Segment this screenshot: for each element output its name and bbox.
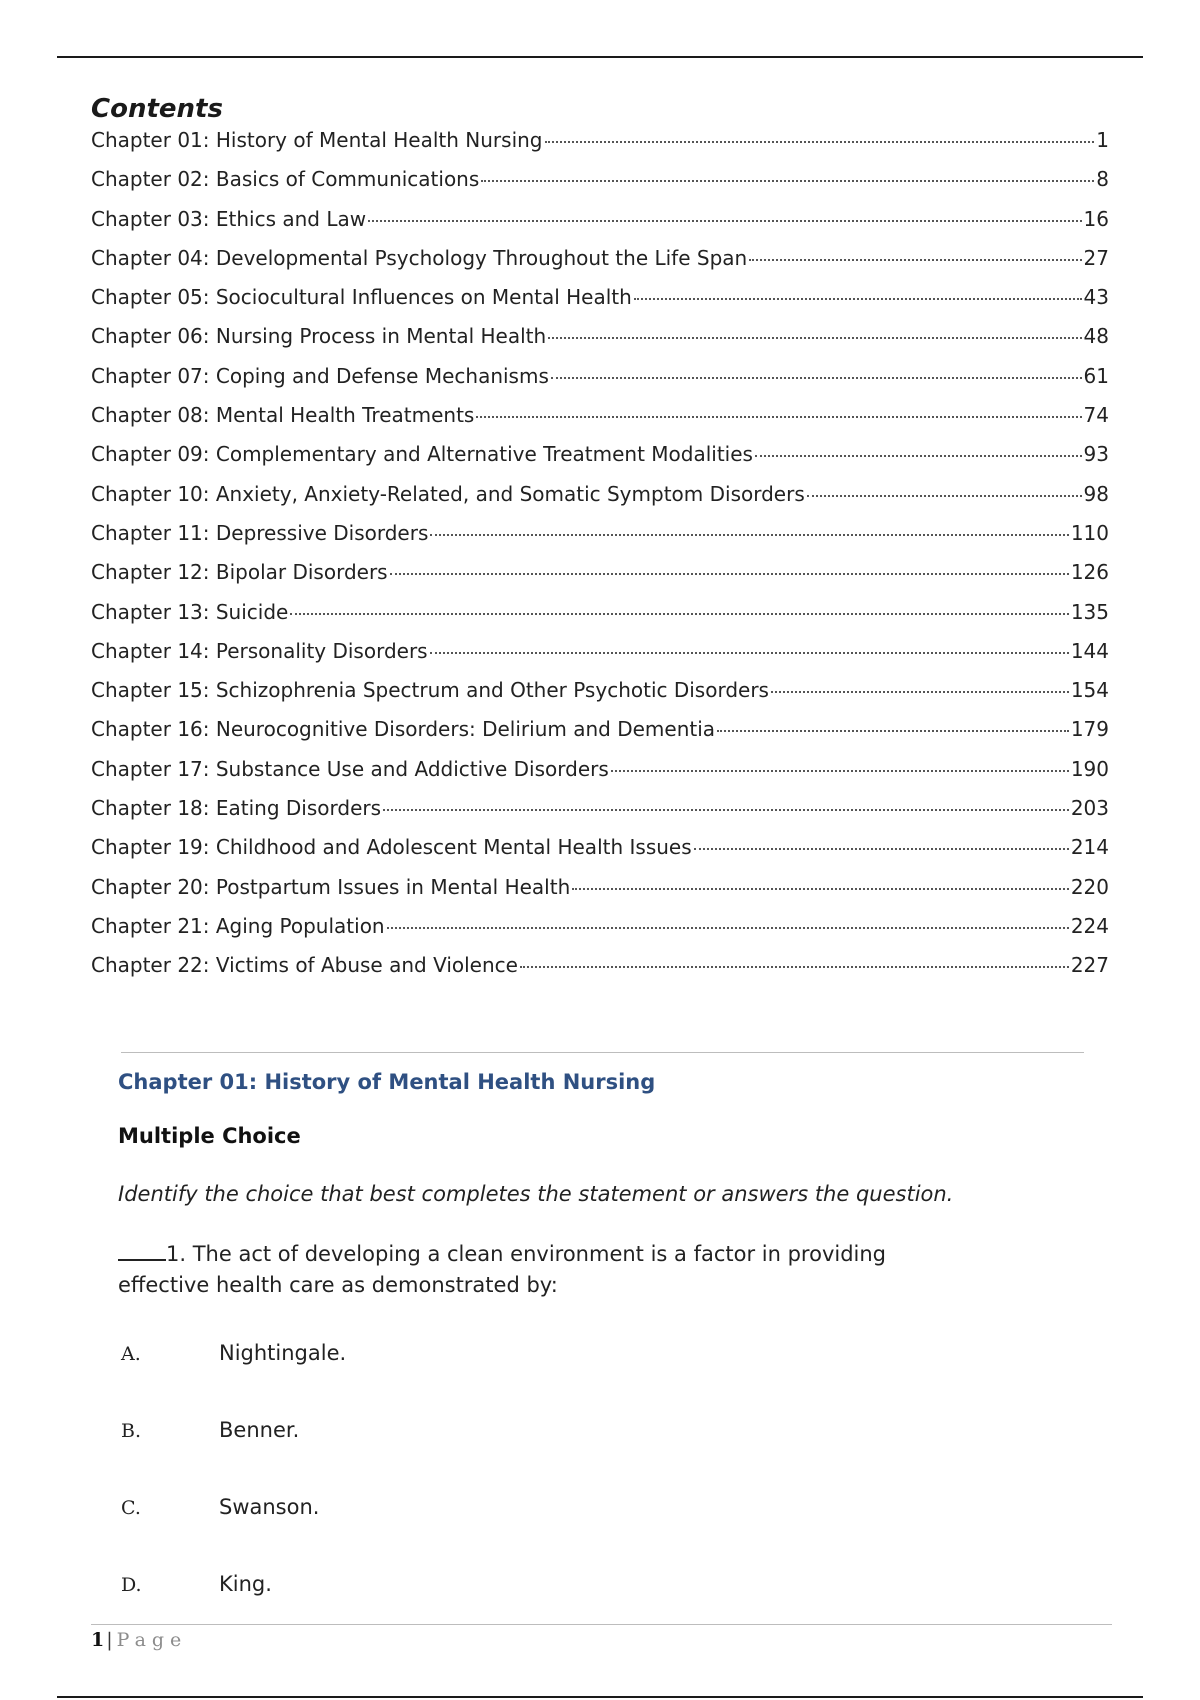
toc-entry-title: Chapter 11: Depressive Disorders: [91, 520, 429, 545]
toc-entry[interactable]: [91, 680, 1109, 719]
toc-dot-leader: [749, 259, 1081, 261]
toc-dot-leader: [430, 652, 1069, 654]
toc-dot-leader: [694, 848, 1069, 850]
toc-entry-page: 203: [1070, 796, 1109, 821]
toc-entry-title: Chapter 05: Sociocultural Influences on Mental Health: [91, 285, 632, 310]
question-text: The act of developing a clean environment is a factor in providing effective health care as demonstrated by:: [118, 1242, 887, 1297]
toc-dot-leader: [383, 809, 1069, 811]
toc-entry[interactable]: [91, 798, 1109, 837]
toc-entry-title: Chapter 18: Eating Disorders: [91, 796, 382, 821]
toc-entry-title: Chapter 16: Neurocognitive Disorders: Delirium and Dementia: [91, 717, 716, 742]
toc-entry-page: 154: [1070, 678, 1109, 703]
toc-dot-leader: [611, 770, 1069, 772]
toc-dot-leader: [755, 455, 1082, 457]
toc-entry[interactable]: [91, 444, 1109, 483]
table-of-contents: [91, 92, 1109, 995]
toc-dot-leader: [634, 298, 1082, 300]
toc-dot-leader: [572, 888, 1069, 890]
toc-dot-leader: [430, 534, 1068, 536]
section-heading: Multiple Choice: [118, 1124, 301, 1148]
option-text: Swanson.: [219, 1495, 320, 1519]
toc-entry[interactable]: [91, 562, 1109, 601]
question-1: [118, 1239, 978, 1301]
option-text: Nightingale.: [219, 1341, 347, 1365]
toc-entry-title: Chapter 09: Complementary and Alternative Treatment Modalities: [91, 442, 753, 467]
toc-entry[interactable]: [91, 599, 1109, 641]
toc-entry-title: Chapter 08: Mental Health Treatments: [91, 403, 475, 428]
toc-entry-page: 8: [1096, 167, 1109, 192]
toc-entry-page: 16: [1083, 206, 1109, 231]
toc-entry[interactable]: [91, 874, 1109, 916]
toc-entry-page: 214: [1070, 835, 1109, 860]
section-divider: [121, 1052, 1084, 1053]
toc-entry-page: 93: [1083, 442, 1109, 467]
toc-entry-title: Chapter 03: Ethics and Law: [91, 206, 367, 231]
toc-entry-title: Chapter 13: Suicide: [91, 599, 289, 624]
toc-entry-title: Chapter 01: History of Mental Health Nursing: [91, 128, 543, 152]
toc-entry-page: 224: [1070, 913, 1109, 938]
instructions-text: Identify the choice that best completes the statement or answers the question.: [118, 1182, 954, 1206]
toc-entry-title: Chapter 10: Anxiety, Anxiety-Related, and Somatic Symptom Disorders: [91, 481, 805, 506]
toc-dot-leader: [290, 613, 1068, 615]
toc-dot-leader: [771, 691, 1069, 693]
toc-dot-leader: [717, 730, 1069, 732]
toc-dot-leader: [545, 141, 1095, 143]
toc-dot-leader: [481, 180, 1094, 182]
toc-dot-leader: [520, 966, 1069, 968]
toc-dot-leader: [368, 220, 1081, 222]
option-text: Benner.: [219, 1418, 300, 1442]
toc-entry-title: Chapter 19: Childhood and Adolescent Mental Health Issues: [91, 835, 692, 860]
toc-entry-page: 1: [1096, 128, 1109, 152]
toc-entry[interactable]: [91, 520, 1109, 562]
toc-entry-title: Chapter 20: Postpartum Issues in Mental Health: [91, 874, 571, 899]
toc-entry[interactable]: [91, 719, 1109, 758]
option-letter: D.: [121, 1574, 142, 1596]
toc-entry[interactable]: [91, 326, 1109, 365]
toc-title: Contents: [91, 94, 223, 124]
option-b: [121, 1418, 299, 1442]
footer-rule: [91, 1624, 1112, 1625]
toc-entry-page: 220: [1070, 874, 1109, 899]
toc-entry[interactable]: [91, 405, 1109, 444]
option-a: [121, 1341, 346, 1365]
toc-entry-title: Chapter 12: Bipolar Disorders: [91, 560, 388, 585]
toc-entry-page: 61: [1083, 363, 1109, 388]
toc-entry[interactable]: [91, 638, 1109, 680]
toc-entry[interactable]: [91, 169, 1109, 208]
toc-dot-leader: [551, 377, 1082, 379]
option-d: [121, 1572, 272, 1596]
toc-entry-page: 110: [1070, 520, 1109, 545]
toc-entry-title: Chapter 02: Basics of Communications: [91, 167, 480, 192]
bottom-rule: [57, 1696, 1143, 1698]
toc-entry-title: Chapter 04: Developmental Psychology Throughout the Life Span: [91, 245, 748, 270]
option-c: [121, 1495, 319, 1519]
page-footer: [91, 1629, 187, 1651]
toc-entry-page: 190: [1070, 756, 1109, 781]
toc-entry-page: 179: [1070, 717, 1109, 742]
toc-entry[interactable]: [91, 206, 1109, 248]
page-number: 1: [91, 1629, 105, 1651]
toc-entry-page: 126: [1070, 560, 1109, 585]
toc-entry[interactable]: [91, 756, 1109, 798]
footer-separator: |: [106, 1629, 113, 1651]
toc-entry[interactable]: [91, 245, 1109, 287]
page-label: Page: [116, 1629, 188, 1651]
question-number: 1.: [166, 1242, 187, 1266]
toc-entry[interactable]: [91, 130, 1109, 169]
option-letter: A.: [121, 1343, 141, 1365]
option-text: King.: [219, 1572, 272, 1596]
chapter-heading: Chapter 01: History of Mental Health Nursing: [118, 1070, 656, 1094]
toc-entry-title: Chapter 14: Personality Disorders: [91, 638, 428, 663]
toc-dot-leader: [548, 337, 1081, 339]
toc-entry-page: 98: [1083, 481, 1109, 506]
toc-dot-leader: [387, 927, 1069, 929]
toc-entry-title: Chapter 21: Aging Population: [91, 913, 385, 938]
toc-entry[interactable]: [91, 913, 1109, 955]
toc-list: [91, 130, 1109, 995]
toc-entry-title: Chapter 17: Substance Use and Addictive Disorders: [91, 756, 609, 781]
toc-entry-title: Chapter 22: Victims of Abuse and Violence: [91, 953, 518, 978]
toc-dot-leader: [807, 495, 1082, 497]
toc-entry-page: 74: [1083, 403, 1109, 428]
toc-entry-title: Chapter 07: Coping and Defense Mechanisms: [91, 363, 549, 388]
option-letter: C.: [121, 1497, 141, 1519]
toc-entry-page: 27: [1083, 245, 1109, 270]
toc-entry-title: Chapter 15: Schizophrenia Spectrum and Other Psychotic Disorders: [91, 678, 769, 703]
toc-dot-leader: [476, 416, 1081, 418]
toc-entry-title: Chapter 06: Nursing Process in Mental Health: [91, 324, 547, 349]
toc-entry-page: 48: [1083, 324, 1109, 349]
toc-dot-leader: [390, 573, 1069, 575]
toc-entry-page: 144: [1070, 638, 1109, 663]
toc-entry[interactable]: [91, 287, 1109, 326]
toc-entry-page: 135: [1070, 599, 1109, 624]
option-letter: B.: [121, 1420, 142, 1442]
toc-entry[interactable]: [91, 363, 1109, 405]
answer-blank: [118, 1239, 166, 1261]
top-rule: [57, 56, 1143, 58]
toc-entry[interactable]: [91, 837, 1109, 876]
toc-entry[interactable]: [91, 955, 1109, 994]
toc-entry-page: 43: [1083, 285, 1109, 310]
toc-entry[interactable]: [91, 481, 1109, 523]
toc-entry-page: 227: [1070, 953, 1109, 978]
